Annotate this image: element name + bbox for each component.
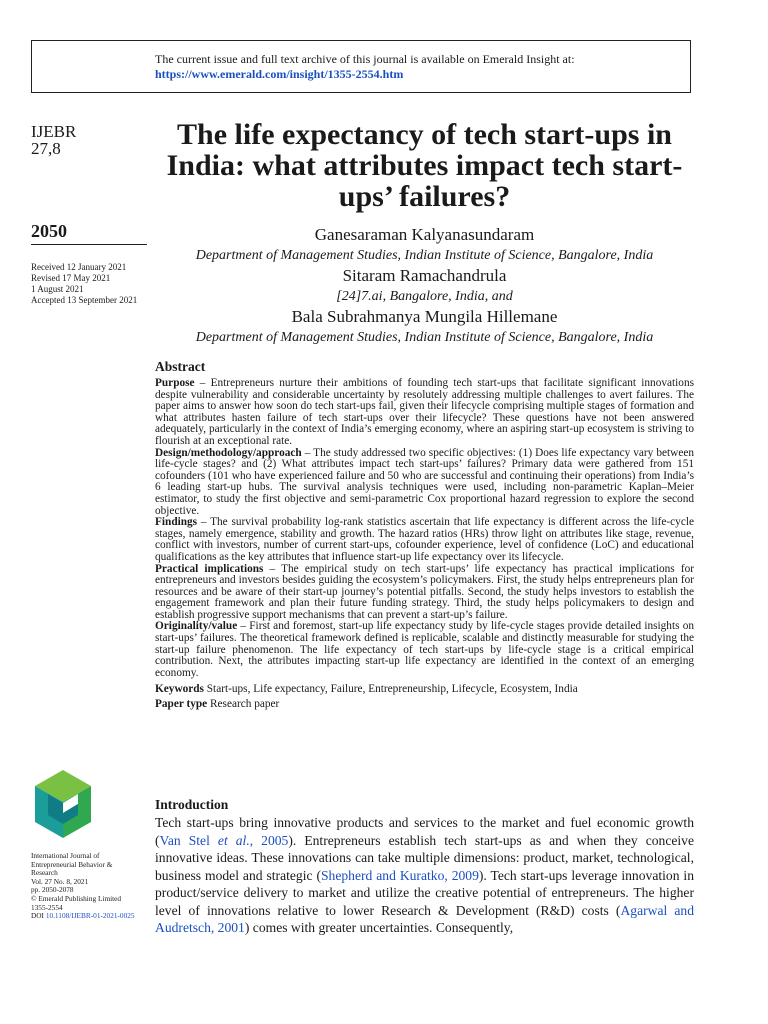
introduction-paragraph [155,814,694,937]
journal-info-line: International Journal of [31,851,100,860]
design-label: Design/methodology/approach [155,446,302,459]
practical-text: – The empirical study on tech start-ups’ life expectancy has practical implications for entrepreneurs and investors besides guiding the ecosystem’s policymakers. First, the study helps entrepreneurs plan for resources and be aware of their start-up journey’s potential pitfalls. Second, the study helps investors to establish the engagement framework and plan their future funding strategy. Third, the study helps policymakers to design and establish progressive support mechanisms that can prevent a start-up’s failure. [155,562,695,621]
journal-volume: 27,8 [31,139,61,158]
author-affiliation: [24]7.ai, Bangalore, India, and [336,289,513,304]
author-affiliation: Department of Management Studies, Indian Institute of Science, Bangalore, India [195,248,654,263]
journal-info-line: Entrepreneurial Behavior & [31,859,113,869]
date-revised: Revised 17 May 2021 [31,273,111,283]
article-dates [31,262,161,306]
doi-line [31,912,151,921]
keywords-text: Start-ups, Life expectancy, Failure, Entrepreneurship, Lifecycle, Ecosystem, India [203,683,578,696]
journal-abbrev: IJEBR [31,122,77,141]
keywords-label: Keywords [155,683,204,696]
doi-label: DOI [31,911,44,921]
author-name: Sitaram Ramachandrula [342,266,507,285]
introduction-section [155,797,694,937]
journal-notice-text: The current issue and full text archive of this journal is available on Emerald Insight at: [155,52,575,66]
citation-etal: et al. [217,832,250,848]
findings-text: – The survival probability log-rank statistics ascertain that life expectancy is different across the life-cycle stages, namely emergence, stability and growth. The hazard ratios (HRs) throw light on attributes like stage, revenue, conflict with investors, number of current start-ups, cofounder experience, level of confidence (LoC) and educational qualifications as the key attributes that influence start-up life expectancy over its lifecycle. [155,516,694,563]
journal-info-line: © Emerald Publishing Limited [31,893,122,903]
article-title: The life expectancy of tech start-ups in India: what attributes impact tech start-ups’ failures? [166,118,683,213]
abstract-originality [155,621,694,679]
abstract-section [155,359,694,712]
practical-label: Practical implications [155,562,264,575]
journal-notice-box [31,40,691,93]
author-name: Ganesaraman Kalyanasundaram [314,225,535,244]
abstract-heading: Abstract [155,359,206,374]
intro-text: ). Tech start-ups leverage innovation in product/service delivery to market and utilize the creative potential of entrepreneurs. The higher level of innovations relative to lower Research & Development (R&D) costs ( [155,867,695,918]
paper-type-text: Research paper [207,698,280,711]
citation-text: Van Stel [159,832,218,848]
paper-type-label: Paper type [155,698,208,711]
citation-link-shepherd[interactable]: Shepherd and Kuratko, 2009 [320,867,479,883]
journal-logo-icon [31,768,95,840]
journal-info-line: 1355-2554 [31,902,63,912]
citation-link-van-stel[interactable] [160,833,289,848]
introduction-heading: Introduction [155,797,229,812]
page-number: 2050 [31,221,67,241]
intro-text: Tech start-ups bring innovative products and services to the market and fuel economic growth ( [155,815,694,848]
author-affiliation: Department of Management Studies, Indian Institute of Science, Bangalore, India [195,330,654,345]
abstract-practical [155,564,694,622]
findings-label: Findings [155,516,198,529]
journal-url-link[interactable]: https://www.emerald.com/insight/1355-2554.htm [155,67,404,81]
intro-text: ). Entrepreneurs establish tech start-ups as and when they conceive innovative ideas. These innovations can take multiple dimensions: product, market, technological, business model and strategic ( [155,832,694,883]
abstract-findings [155,517,694,563]
journal-info-line: pp. 2050-2078 [31,885,74,895]
date-revised-2: 1 August 2021 [31,284,84,294]
keywords [155,682,694,697]
date-accepted: Accepted 13 September 2021 [31,295,138,305]
purpose-label: Purpose [155,377,195,389]
originality-label: Originality/value [155,620,238,633]
intro-text: ) comes with greater uncertainties. Consequently, [244,920,514,935]
journal-info-line: Research [31,868,58,878]
doi-link[interactable]: 10.1108/IJEBR-01-2021-0025 [45,911,135,921]
sidebar-divider [31,244,147,245]
journal-code [31,123,76,157]
paper-type [155,697,694,712]
author-block [155,224,694,347]
design-text: – The study addressed two specific objectives: (1) Does life expectancy vary between life-cycle stages? and (2) What attributes impact tech start-ups’ failures? Primary data were gathered from 151 cofounders (101 who have experienced failure and 50 who are successful and continuing their operations) from India’s 6 leading start-up hubs. The survival analysis techniques were used, including non-parametric Kaplan–Meier estimator, to study the first objective and semi-parametric Cox proportional hazard regression to explore the second objective. [155,446,694,517]
citation-link-agarwal[interactable]: Agarwal and Audretsch, 2001 [155,902,695,935]
abstract-design [155,448,694,518]
purpose-text: – Entrepreneurs nurture their ambitions of founding tech start-ups that facilitate significant innovations despite vulnerability and considerable uncertainty by resolutely addressing multiple challenges to avert failures. The paper aims to answer how soon do tech start-ups fail, given their lifecycle comprising multiple stages of formation and what attributes hasten failure of tech start-ups over their lifecycle? These questions have not been answered adequately, particularly in the context of India’s emerging economy, where an aspiring start-up ecosystem is striving to flourish at an exceptional rate. [155,377,694,447]
author-name: Bala Subrahmanya Mungila Hillemane [291,307,558,326]
originality-text: – First and foremost, start-up life expectancy study by life-cycle stages provide detailed insights on start-ups’ failures. The theoretical framework defined is replicable, scalable and distinctly measurable for studying the start-up failure phenomenon. The life expectancy of tech start-ups by life-cycle stage is a critical empirical contribution. Next, the attributes impacting start-up life expectancy are identified in the context of an emerging economy. [155,620,694,679]
journal-info [31,852,151,921]
date-received: Received 12 January 2021 [31,262,127,272]
citation-year: , 2005 [249,832,289,848]
journal-info-line: Vol. 27 No. 8, 2021 [31,876,89,886]
abstract-purpose [155,378,694,448]
